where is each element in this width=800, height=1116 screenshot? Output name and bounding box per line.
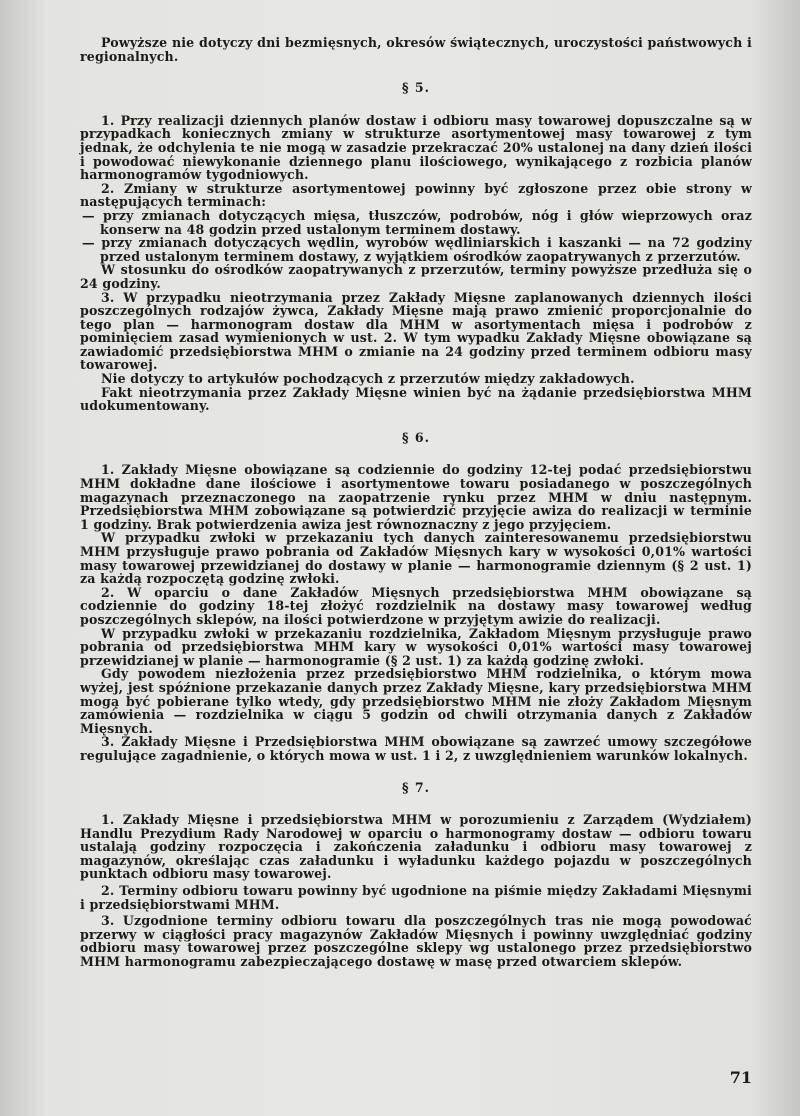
section-5-dash-item-2: — przy zmianach dotyczących wędlin, wyrobów wędliniarskich i kaszanki — na 72 godziny przed ustalonym terminem dostawy, z wyjątkiem ośrodków zaopatrywanych z przerzutów.	[82, 235, 752, 264]
section-5-paragraph-1: 1. Przy realizacji dziennych planów dostaw i odbioru masy towarowej dopuszczalne są w przypadkach koniecznych zmiany w strukturze asortymentowej masy towarowej z tym jednak, że odchylenia te nie mogą w zasadzie przekraczać 20% ustalonej na dany dzień ilości i powodować niewykonanie dziennego planu ilościowego, wynikającego z rozbicia planów harmonogramów tygodniowych.	[80, 112, 752, 183]
section-7-paragraph-2: 2. Terminy odbioru towaru powinny być ugodnione na piśmie między Zakładami Mięsnymi i przedsiębiorstwami MHM.	[80, 883, 752, 912]
section-5-paragraph-3: W stosunku do ośrodków zaopatrywanych z przerzutów, terminy powyższe przedłuża się o 24 godziny.	[80, 262, 752, 291]
section-5-paragraph-4: 3. W przypadku nieotrzymania przez Zakłady Mięsne zaplanowanych dziennych ilości poszczególnych rodzajów żywca, Zakłady Mięsne mają prawo zmienić proporcjonalnie do tego plan — harmonogram dostaw dla MHM w asortymentach mięsa i podrobów z pominięciem zasad wymienionych w ust. 2. W tym wypadku Zakłady Mięsne obowiązane są zawiadomić przedsiębiorstwa MHM o zmianie na 24 godziny przed terminem odbioru masy towarowej.	[80, 289, 752, 373]
section-7-heading: § 7.	[401, 779, 431, 795]
section-5-dash-item-1: — przy zmianach dotyczących mięsa, tłuszczów, podrobów, nóg i głów wieprzowych oraz konserw na 48 godzin przed ustalonym terminem dostawy.	[82, 207, 752, 237]
intro-paragraph: Powyższe nie dotyczy dni bezmięsnych, okresów świątecznych, uroczystości państwowych i regionalnych.	[80, 35, 752, 64]
section-5-paragraph-2: 2. Zmiany w strukturze asortymentowej powinny być zgłoszone przez obie strony w następujących terminach:	[80, 180, 752, 210]
section-6-paragraph-4: W przypadku zwłoki w przekazaniu rozdzielnika, Zakładom Mięsnym przysługuje prawo pobrania od przedsiębiorstwa MHM kary w wysokości 0,01% wartości masy towarowej przewidzianej w planie — harmonogramie (§ 2 ust. 1) za każdą godzinę zwłoki.	[80, 625, 752, 668]
section-6-paragraph-6: 3. Zakłady Mięsne i Przedsiębiorstwa MHM obowiązane są zawrzeć umowy szczegółowe regulujące zagadnienie, o których mowa w ust. 1 i 2, z uwzględnieniem warunków lokalnych.	[80, 734, 752, 763]
section-5-paragraph-6: Fakt nieotrzymania przez Zakłady Mięsne winien być na żądanie przedsiębiorstwa MHM udokumentowany.	[80, 384, 752, 414]
page-number: 71	[729, 1068, 752, 1087]
section-7-paragraph-3: 3. Uzgodnione terminy odbioru towaru dla poszczególnych tras nie mogą powodować przerwy w ciągłości pracy magazynów Zakładów Mięsnych i powinny uwzględniać godziny odbioru masy towarowej przez poszczególne sklepy wg ustalonego przez przedsiębiorstwo MHM harmonogramu zabezpieczającego dostawę w masę przed otwarciem sklepów.	[80, 913, 752, 970]
section-6-heading: § 6.	[401, 429, 431, 445]
section-6-paragraph-2: W przypadku zwłoki w przekazaniu tych danych zainteresowanemu przedsiębiorstwu MHM przysługuje prawo pobrania od Zakładów Mięsnych kary w wysokości 0,01% wartości masy towarowej przewidzianej do dostawy w planie — harmonogramie dziennym (§ 2 ust. 1) za każdą rozpoczętą godzinę zwłoki.	[80, 530, 752, 587]
section-6-paragraph-5: Gdy powodem niezłożenia przez przedsiębiorstwo MHM rodzielnika, o którym mowa wyżej, jest spóźnione przekazanie danych przez Zakłady Mięsne, kary przedsiębiorstwa MHM mogą być pobierane tylko wtedy, gdy przedsiębiorstwo MHM nie złoży Zakładom Mięsnym zamówienia — rozdzielnika w ciągu 5 godzin od chwili otrzymania danych z Zakładów Mięsnych.	[80, 666, 752, 736]
section-6-paragraph-1: 1. Zakłady Mięsne obowiązane są codziennie do godziny 12-tej podać przedsiębiorstwu MHM dokładne dane ilościowe i asortymentowe towaru posiadanego w poszczególnych magazynach przeznaczonego na zaopatrzenie rynku przez MHM w dniu następnym. Przedsiębiorstwa MHM zobowiązane są potwierdzić przyjęcie awiza do realizacji w terminie 1 godziny. Brak potwierdzenia awiza jest równoznaczny z jego przyjęciem.	[80, 462, 752, 532]
document-body	[80, 36, 752, 969]
section-5-paragraph-5: Nie dotyczy to artykułów pochodzących z przerzutów między zakładowych.	[101, 371, 635, 387]
section-6-paragraph-3: 2. W oparciu o dane Zakładów Mięsnych przedsiębiorstwa MHM obowiązane są codziennie do godziny 18-tej złożyć rozdzielnik na dostawy masy towarowej według poszczególnych sklepów, na ilości potwierdzone w przyjętym awizie do realizacji.	[80, 584, 752, 627]
section-5-heading: § 5.	[401, 80, 431, 96]
section-7-paragraph-1: 1. Zakłady Mięsne i przedsiębiorstwa MHM w porozumieniu z Zarządem (Wydziałem) Handlu Prezydium Rady Narodowej w oparciu o harmonogramy dostaw — odbioru towaru ustalają godziny rozpoczęcia i zakończenia załadunku i odbioru masy towarowej z magazynów, określając czas załadunku i wyładunku każdego pojazdu w poszczególnych punktach odbioru masy towarowej.	[80, 812, 752, 882]
